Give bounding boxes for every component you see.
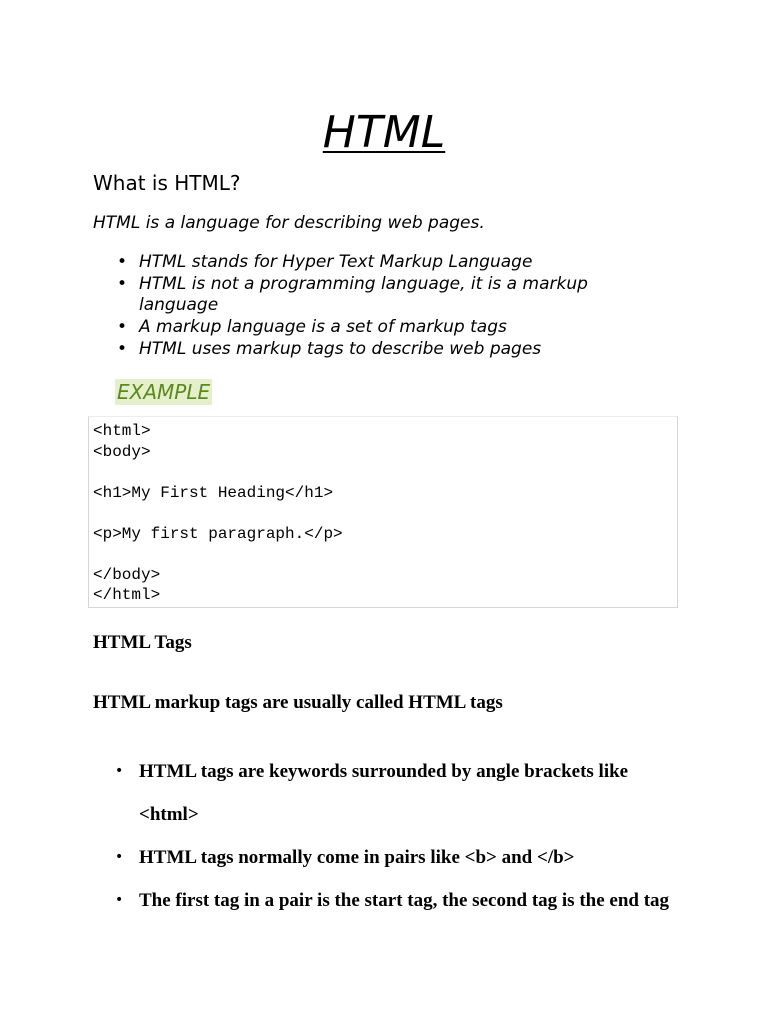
list-item-text: The first tag in a pair is the start tag, the second tag is the end tag [139, 890, 670, 911]
list-item [93, 750, 679, 836]
code-example: <html> <body> <h1>My First Heading</h1> <p>My first paragraph.</p> </body> </html> [93, 422, 343, 604]
example-label: EXAMPLE [117, 380, 211, 404]
page-title: HTML [322, 107, 446, 158]
tags-section-heading: HTML Tags [93, 632, 192, 653]
code-example-box [88, 416, 678, 608]
bullet-icon: • [115, 892, 124, 908]
list-item [93, 274, 653, 316]
bullet-icon: • [117, 317, 128, 337]
bullet-icon: • [115, 849, 124, 865]
bullet-icon: • [117, 274, 128, 294]
list-item [93, 836, 693, 879]
list-item-text: HTML tags normally come in pairs like <b> and </b> [139, 847, 575, 868]
list-item [93, 879, 679, 922]
list-item-text: A markup language is a set of markup tags [139, 317, 507, 337]
bullet-icon: • [117, 339, 128, 359]
list-item [93, 339, 653, 360]
html-tags-list [93, 750, 693, 922]
intro-sentence: HTML is a language for describing web pages. [93, 213, 485, 233]
list-item-text: HTML is not a programming language, it is a markup language [139, 274, 588, 315]
list-item-text: HTML uses markup tags to describe web pages [139, 339, 542, 359]
bullet-icon: • [115, 763, 124, 779]
bullet-icon: • [117, 252, 128, 272]
section-question: What is HTML? [93, 171, 241, 195]
list-item [93, 317, 653, 338]
list-item-text: HTML stands for Hyper Text Markup Language [139, 252, 533, 272]
list-item-text: HTML tags are keywords surrounded by angle brackets like <html> [139, 761, 629, 825]
html-facts-list [93, 252, 653, 361]
list-item [93, 252, 653, 273]
tags-intro-sentence: HTML markup tags are usually called HTML tags [93, 692, 503, 713]
